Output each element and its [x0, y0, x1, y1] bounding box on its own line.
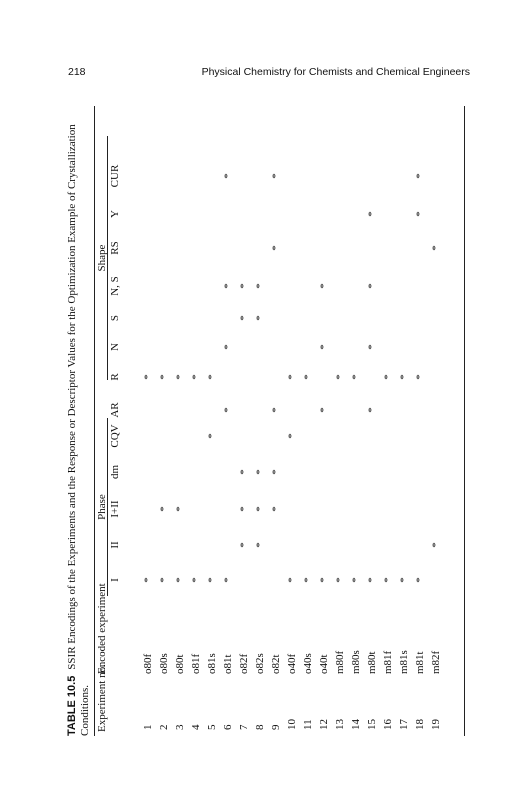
rotated-table-block [62, 106, 470, 736]
table-row [220, 106, 236, 736]
table-row [236, 106, 252, 736]
mark-dm: * [238, 469, 250, 475]
table-row [268, 106, 284, 736]
table-row [428, 106, 444, 736]
experiment-number: 15 [366, 719, 378, 730]
mark-i-ii: * [174, 506, 186, 512]
encoded-experiment: o40f [286, 653, 298, 674]
experiment-number: 19 [430, 719, 442, 730]
table-caption-text: SSIR Encodings of the Experiments and the Response or Descriptor Values for the Optimization Example of Crystallization Conditions. [66, 124, 91, 736]
table-top-rule [94, 106, 95, 736]
experiment-number: 8 [254, 724, 266, 730]
table-row [140, 106, 156, 736]
experiment-number: 1 [142, 724, 154, 730]
column-header-y: Y [109, 210, 121, 218]
mark-i-ii: * [270, 506, 282, 512]
mark-r: * [334, 374, 346, 380]
encoded-experiment: o81t [222, 654, 234, 674]
table-row [156, 106, 172, 736]
table-row [284, 106, 300, 736]
table-row [364, 106, 380, 736]
experiment-number: 17 [398, 719, 410, 730]
mark-r: * [142, 374, 154, 380]
table-row [172, 106, 188, 736]
mark-ii: * [430, 542, 442, 548]
table-label: TABLE 10.5 [66, 675, 78, 736]
encoded-experiment: m82f [430, 650, 442, 674]
header-encoded-experiment: Encoded experiment [96, 583, 108, 674]
experiment-number: 11 [302, 719, 314, 730]
mark-s: * [254, 315, 266, 321]
table-row [412, 106, 428, 736]
encoded-experiment: o81s [206, 653, 218, 674]
experiment-number: 7 [238, 724, 250, 730]
mark-i-ii: * [158, 506, 170, 512]
mark-r: * [350, 374, 362, 380]
mark-i: * [302, 577, 314, 583]
mark-cur: * [222, 173, 234, 179]
mark-r: * [302, 374, 314, 380]
column-header-rs: RS [109, 241, 121, 255]
experiment-number: 10 [286, 719, 298, 730]
mark-ar: * [318, 407, 330, 413]
mark-i: * [286, 577, 298, 583]
mark-n: * [366, 344, 378, 350]
column-header-cqv: CQV [109, 424, 121, 448]
mark-i: * [142, 577, 154, 583]
encoded-experiment: o82s [254, 653, 266, 674]
column-header-n: N [109, 343, 121, 351]
mark-n: * [222, 344, 234, 350]
shape-group-rule [107, 136, 108, 380]
mark-i: * [206, 577, 218, 583]
encoded-experiment: m81t [414, 651, 426, 674]
mark-i-ii: * [254, 506, 266, 512]
encoded-experiment: o80s [158, 653, 170, 674]
mark-s: * [238, 315, 250, 321]
experiment-number: 12 [318, 719, 330, 730]
encoded-experiment: m80f [334, 650, 346, 674]
header-experiment-no: Experiment no. [96, 664, 108, 732]
column-header-n-s: N, S [109, 276, 121, 296]
mark-i: * [398, 577, 410, 583]
mark-y: * [366, 211, 378, 217]
column-header-cur: CUR [109, 164, 121, 188]
mark-r: * [414, 374, 426, 380]
mark-i: * [318, 577, 330, 583]
table-row [316, 106, 332, 736]
mark-y: * [414, 211, 426, 217]
header-shape-group: Shape [96, 244, 108, 272]
mark-n: * [318, 344, 330, 350]
mark-i: * [366, 577, 378, 583]
mark-cqv: * [206, 433, 218, 439]
encoded-experiment: o81f [190, 653, 202, 674]
encoded-experiment: o80f [142, 653, 154, 674]
mark-i: * [350, 577, 362, 583]
mark-r: * [206, 374, 218, 380]
mark-r: * [190, 374, 202, 380]
column-header-s: S [109, 314, 121, 322]
table-row [188, 106, 204, 736]
encoded-experiment: o82f [238, 653, 250, 674]
mark-i: * [190, 577, 202, 583]
column-header-r: R [109, 373, 121, 381]
table-bottom-rule [464, 106, 465, 736]
mark-ar: * [222, 407, 234, 413]
mark-n-s: * [238, 283, 250, 289]
encoded-experiment: m81s [398, 650, 410, 674]
page-number: 218 [68, 66, 86, 78]
mark-cqv: * [286, 433, 298, 439]
table-row [332, 106, 348, 736]
table-row [380, 106, 396, 736]
mark-i: * [174, 577, 186, 583]
mark-dm: * [254, 469, 266, 475]
mark-n-s: * [222, 283, 234, 289]
mark-ar: * [270, 407, 282, 413]
experiment-number: 3 [174, 724, 186, 730]
experiment-number: 6 [222, 724, 234, 730]
running-head [68, 66, 470, 80]
table-row [396, 106, 412, 736]
mark-dm: * [270, 469, 282, 475]
encoded-experiment: o80t [174, 654, 186, 674]
mark-cur: * [270, 173, 282, 179]
column-header-i: I [109, 578, 121, 582]
mark-r: * [158, 374, 170, 380]
mark-rs: * [270, 245, 282, 251]
encoded-experiment: m80t [366, 651, 378, 674]
experiment-number: 16 [382, 719, 394, 730]
mark-i: * [334, 577, 346, 583]
encoded-experiment: o40s [302, 653, 314, 674]
mark-r: * [174, 374, 186, 380]
table-row [204, 106, 220, 736]
mark-n-s: * [366, 283, 378, 289]
column-header-i-ii: I+II [109, 500, 121, 518]
experiment-number: 4 [190, 724, 202, 730]
experiment-number: 13 [334, 719, 346, 730]
mark-i: * [158, 577, 170, 583]
encoded-experiment: o40t [318, 654, 330, 674]
column-header-ar: AR [109, 402, 121, 418]
table-row [300, 106, 316, 736]
table-row [348, 106, 364, 736]
mark-r: * [398, 374, 410, 380]
table-caption [66, 106, 92, 736]
mark-i-ii: * [238, 506, 250, 512]
mark-r: * [286, 374, 298, 380]
experiment-number: 18 [414, 719, 426, 730]
experiment-number: 14 [350, 719, 362, 730]
mark-i: * [382, 577, 394, 583]
phase-group-rule [107, 418, 108, 596]
mark-n-s: * [318, 283, 330, 289]
mark-ii: * [254, 542, 266, 548]
header-phase-group: Phase [96, 494, 108, 520]
mark-n-s: * [254, 283, 266, 289]
mark-r: * [382, 374, 394, 380]
mark-rs: * [430, 245, 442, 251]
mark-ar: * [366, 407, 378, 413]
experiment-number: 2 [158, 724, 170, 730]
mark-cur: * [414, 173, 426, 179]
encoded-experiment: o82t [270, 654, 282, 674]
mark-ii: * [238, 542, 250, 548]
book-title: Physical Chemistry for Chemists and Chemical Engineers [201, 66, 470, 78]
encoded-experiment: m81f [382, 650, 394, 674]
mark-i: * [414, 577, 426, 583]
column-header-dm: dm [109, 464, 121, 480]
mark-i: * [222, 577, 234, 583]
experiment-number: 5 [206, 724, 218, 730]
column-header-ii: II [109, 541, 121, 549]
encoded-experiment: m80s [350, 650, 362, 674]
experiment-number: 9 [270, 724, 282, 730]
table-row [252, 106, 268, 736]
